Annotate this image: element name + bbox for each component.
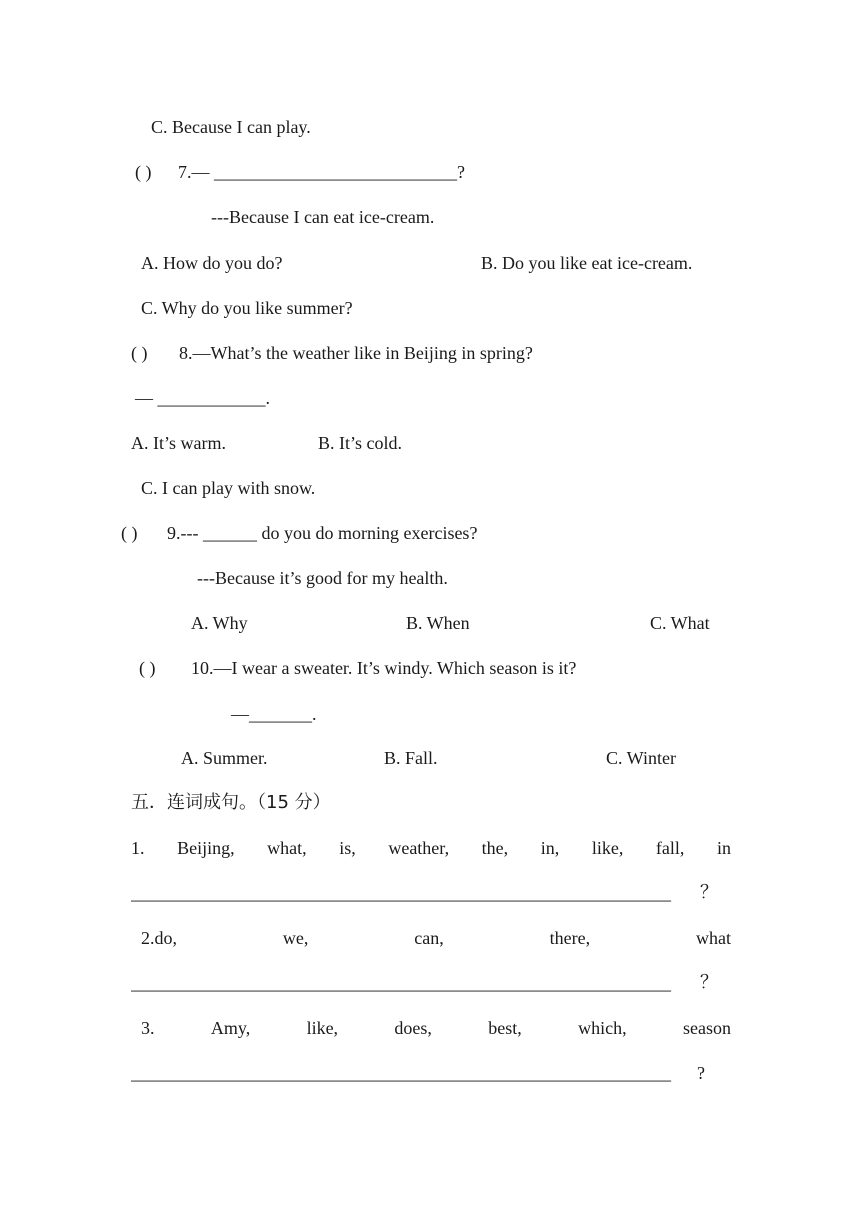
word: fall, [655,838,685,858]
q10-response: —_______. [231,704,317,724]
q10-option-c: C. Winter [606,748,676,768]
q9-option-b: B. When [406,613,470,633]
q6-option-c: C. Because I can play. [151,117,311,137]
sentence-3-answer-line[interactable]: ____________________________________________________________ [131,1063,671,1083]
q9-answer-paren: ( ) [121,523,138,543]
q10-option-a: A. Summer. [181,748,268,768]
word: what, [267,838,307,858]
word: season [683,1018,731,1038]
q9-option-c: C. What [650,613,710,633]
q9-question: 9.--- ______ do you do morning exercises? [167,523,478,543]
word: in [716,838,731,858]
word: 1. [131,838,145,858]
q7-response: ---Because I can eat ice-cream. [211,207,435,227]
word: 2.do, [141,928,177,948]
sentence-2-words [141,927,731,949]
q9-response: ---Because it’s good for my health. [197,568,448,588]
word: what [695,928,731,948]
word: the, [481,838,509,858]
sentence-3-mark: ? [697,1063,705,1083]
sentence-3-words [141,1017,731,1039]
q7-question: 7.— ___________________________? [178,162,465,182]
q10-answer-paren: ( ) [139,658,156,678]
q8-option-c: C. I can play with snow. [141,478,316,498]
word: which, [578,1018,627,1038]
section-5-title: 五．连词成句。（15 分） [131,792,331,813]
word: does, [394,1018,432,1038]
q7-option-c: C. Why do you like summer? [141,298,353,318]
word: weather, [388,838,450,858]
q10-option-b: B. Fall. [384,748,438,768]
word: in, [540,838,560,858]
sentence-1-answer-line[interactable]: ____________________________________________________________ [131,883,671,903]
q8-question: 8.—What’s the weather like in Beijing in spring? [179,343,533,363]
sentence-2-answer-line[interactable]: ____________________________________________________________ [131,973,671,993]
q7-option-b: B. Do you like eat ice-cream. [481,253,693,273]
q10-question: 10.—I wear a sweater. It’s windy. Which season is it? [191,658,577,678]
q8-answer-paren: ( ) [131,343,148,363]
word: is, [339,838,356,858]
word: like, [306,1018,339,1038]
word: there, [549,928,591,948]
word: Beijing, [177,838,235,858]
q8-option-b: B. It’s cold. [318,433,402,453]
q8-option-a: A. It’s warm. [131,433,226,453]
word: Amy, [210,1018,251,1038]
q9-option-a: A. Why [191,613,248,633]
q8-response: — ____________. [135,388,270,408]
sentence-2-mark: ？ [700,972,718,993]
word: best, [488,1018,522,1038]
word: we, [282,928,309,948]
q7-answer-paren: ( ) [135,162,152,182]
sentence-1-mark: ？ [700,882,718,903]
q7-option-a: A. How do you do? [141,253,283,273]
word: can, [414,928,444,948]
sentence-1-words [131,837,731,859]
word: like, [591,838,624,858]
word: 3. [141,1018,155,1038]
